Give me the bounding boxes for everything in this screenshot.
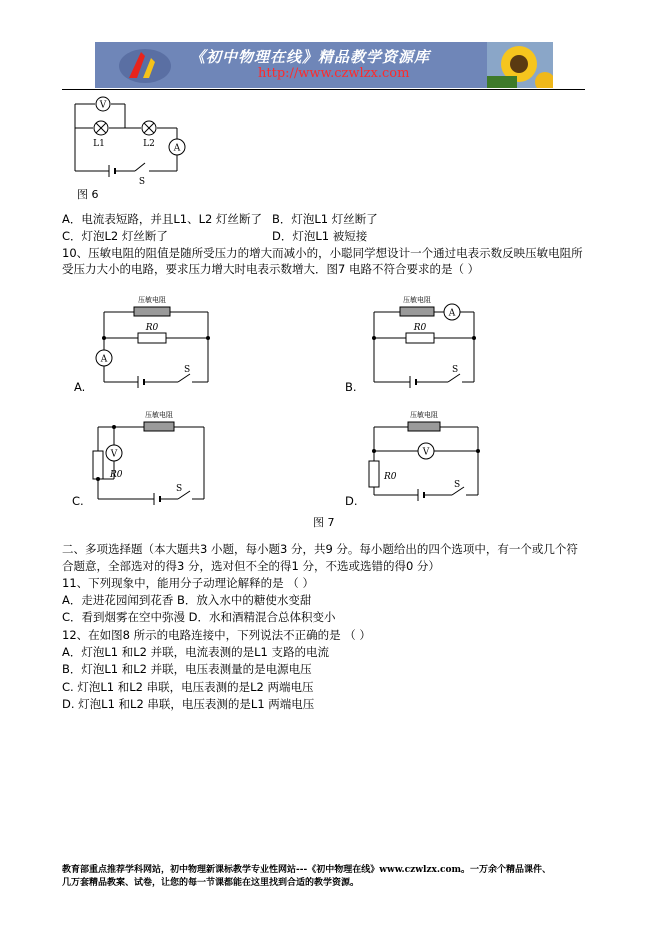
fig6-ammeter-label: A [173,143,181,154]
fig7c-meter-label: V [110,449,118,460]
footer-line1: 教育部重点推荐学科网站，初中物理新课标教学专业性网站---《初中物理在线》www.czwlzx.com。一万余个精品课件、 [62,865,552,875]
q10-line1: 10、压敏电阻的阻值是随所受压力的增大而减小的，小聪同学想设计一个通过电表示数反映压敏电阻所 [62,246,583,260]
q12-option-d: D. 灯泡L1 和L2 串联，电压表测的是L1 两端电压 [62,697,315,711]
figure6-circuit [65,94,195,186]
header-banner [95,42,553,88]
q10-line2: 受压力大小的电路，要求压力增大时电表示数增大．图7 电路不符合要求的是（ ） [62,262,480,276]
q11-stem: 11、下列现象中，能用分子动理论解释的是 （ ） [62,576,314,590]
fig6-voltmeter-label: V [99,100,107,111]
fig7b-sensor-label: 压敏电阻 [403,296,431,304]
q12-option-a: A．灯泡L1 和L2 并联，电流表测的是L1 支路的电流 [62,645,330,659]
figure7-circuit-c [86,403,216,507]
fig7a-meter-label: A [100,354,108,365]
q9-option-d: D．灯泡L1 被短接 [272,229,368,243]
q11-options-cd: C．看到烟雾在空中弥漫 D．水和酒精混合总体积变小 [62,610,336,624]
fig7d-meter-label: V [422,447,430,458]
section2-line2: 合题意，全部选对的得3 分，选对但不全的得1 分，不选或选错的得0 分） [62,559,440,573]
figure7-circuit-d [362,403,492,507]
banner-title: 《初中物理在线》精品教学资源库 [190,48,431,66]
fig7a-switch-label: S [184,365,191,375]
fig7a-sensor-label: 压敏电阻 [138,296,166,304]
fig7-option-c-label: C. [72,494,84,508]
sunflower-icon [487,42,553,88]
fig6-l2-label: L2 [143,139,155,149]
q9-option-a: A．电流表短路，并且L1、L2 灯丝断了 [62,212,262,226]
fig7-option-d-label: D. [345,494,358,508]
logo-icon [115,44,175,86]
q12-stem: 12、在如图8 所示的电路连接中，下列说法不正确的是 （ ） [62,628,371,642]
q9-option-c: C．灯泡L2 灯丝断了 [62,229,168,243]
q12-option-b: B．灯泡L1 和L2 并联，电压表测量的是电源电压 [62,662,312,676]
fig7c-r0-label: R0 [110,470,123,480]
figure7-circuit-a [88,290,218,390]
fig7-option-b-label: B. [345,380,357,394]
q9-option-b: B．灯泡L1 灯丝断了 [272,212,378,226]
q11-options-ab: A．走进花园闻到花香 B．放入水中的糖使水变甜 [62,593,312,607]
figure7-caption: 图 7 [313,516,335,529]
section2-line1: 二、多项选择题（本大题共3 小题，每小题3 分，共9 分。每小题给出的四个选项中，有一个或几个符 [62,542,578,556]
q12-option-c: C. 灯泡L1 和L2 串联，电压表测的是L2 两端电压 [62,680,314,694]
fig7d-sensor-label: 压敏电阻 [410,411,438,419]
banner-url[interactable]: http://www.czwlzx.com [258,66,410,81]
footer-line2: 几万套精品教案、试卷，让您的每一节课都能在这里找到合适的教学资源。 [62,878,360,888]
fig7d-switch-label: S [454,480,461,490]
fig7c-sensor-label: 压敏电阻 [145,411,173,419]
fig6-l1-label: L1 [93,139,105,149]
figure6-caption: 图 6 [77,188,99,201]
fig7b-r0-label: R0 [413,323,427,333]
fig7b-meter-label: A [448,308,456,319]
fig7d-r0-label: R0 [384,472,397,482]
figure7-circuit-b [360,290,490,390]
fig7b-switch-label: S [452,365,459,375]
fig7-option-a-label: A. [74,380,86,394]
fig7a-r0-label: R0 [145,323,159,333]
header-rule [62,89,585,90]
fig7c-switch-label: S [176,484,183,494]
fig6-switch-label: S [138,177,146,186]
